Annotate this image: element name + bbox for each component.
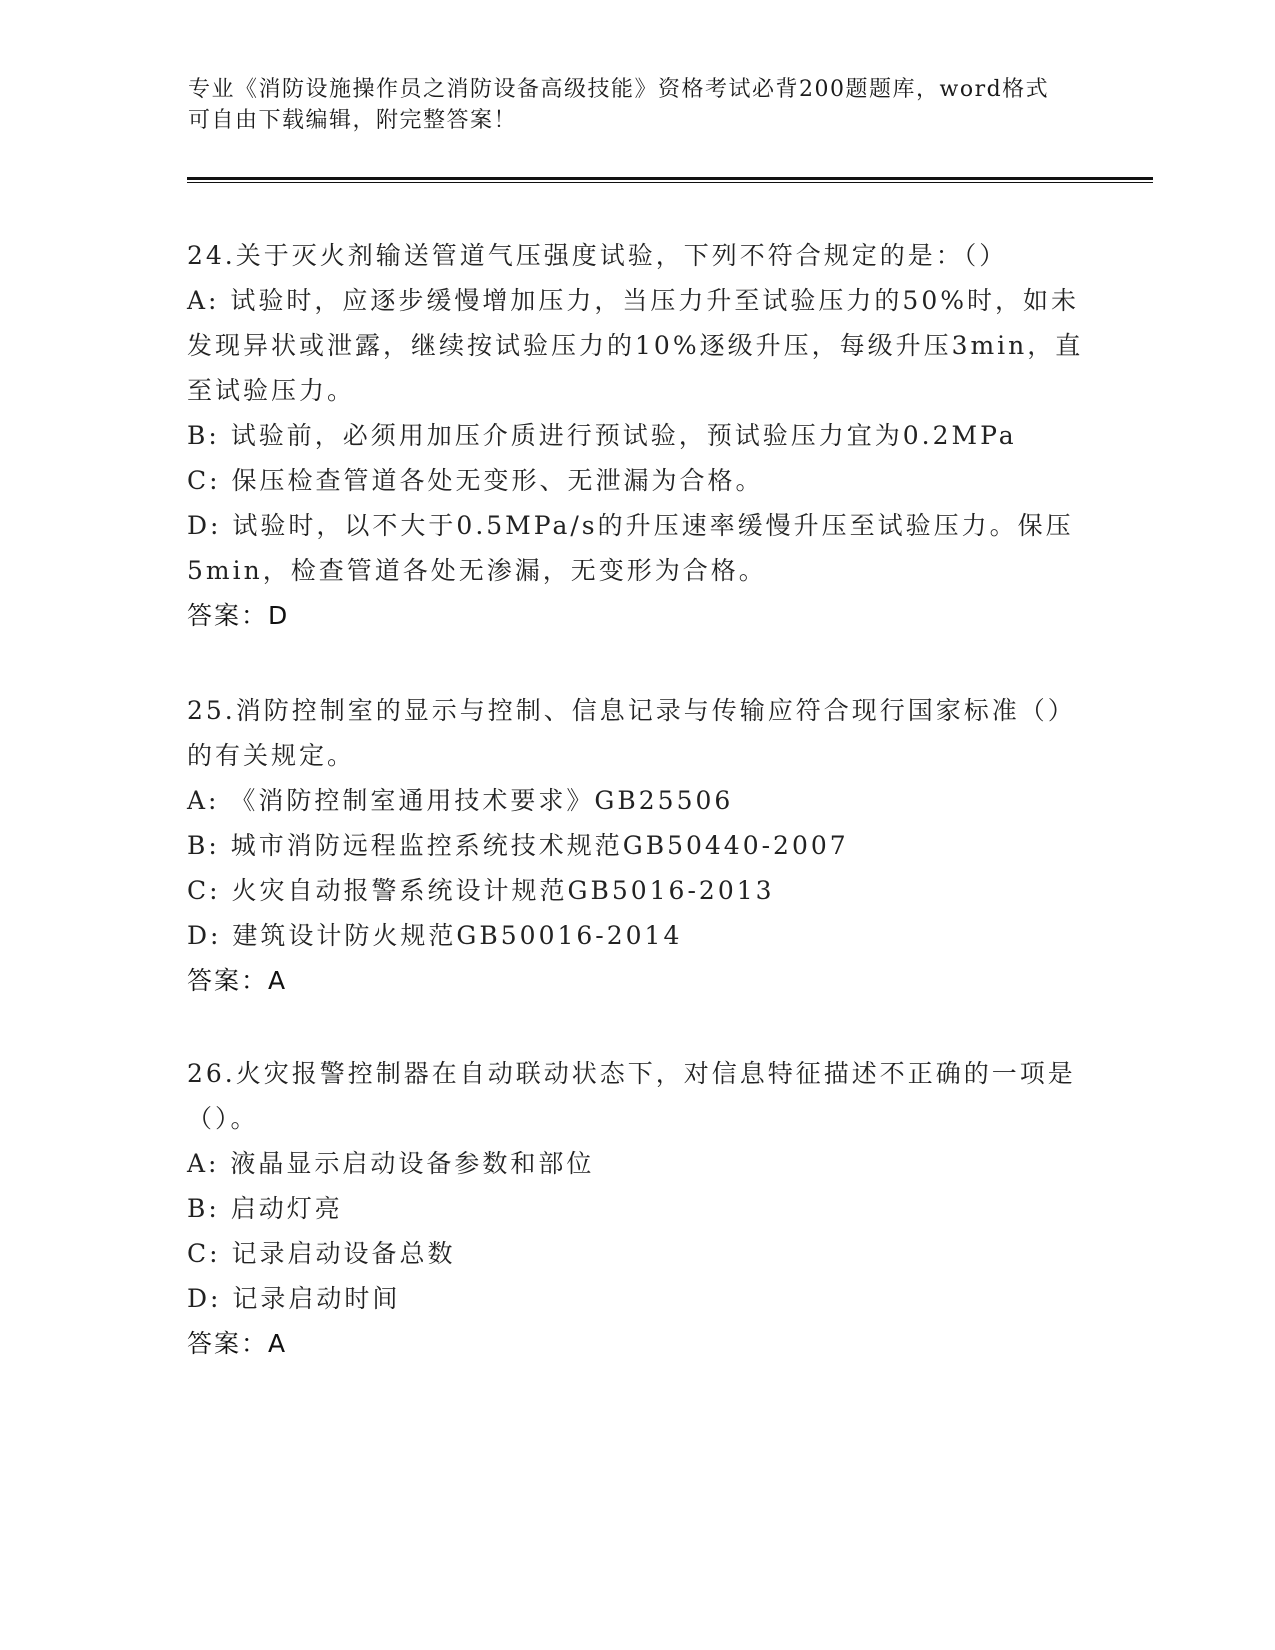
question-stem: 26.火灾报警控制器在自动联动状态下，对信息特征描述不正确的一项是（）。 xyxy=(187,1059,1076,1133)
answer-label: 答案：D xyxy=(187,601,290,630)
option-c: C: 记录启动设备总数 xyxy=(187,1239,456,1268)
option-d: D: 记录启动时间 xyxy=(187,1284,401,1313)
option-c: C: 保压检查管道各处无变形、无泄漏为合格。 xyxy=(187,466,764,495)
answer-label: 答案：A xyxy=(187,966,288,995)
question-stem: 24.关于灭火剂输送管道气压强度试验，下列不符合规定的是：（） xyxy=(187,241,1008,270)
option-b: B: 试验前，必须用加压介质进行预试验，预试验压力宜为0.2MPa xyxy=(187,421,1017,450)
question-24 xyxy=(187,233,1087,638)
option-a: A: 《消防控制室通用技术要求》GB25506 xyxy=(187,786,734,815)
question-26 xyxy=(187,1051,1087,1366)
question-stem: 25.消防控制室的显示与控制、信息记录与传输应符合现行国家标准（）的有关规定。 xyxy=(187,696,1076,770)
option-a: A: 液晶显示启动设备参数和部位 xyxy=(187,1149,595,1178)
document-header: 专业《消防设施操作员之消防设备高级技能》资格考试必背200题题库，word格式可自由下载编辑，附完整答案！ xyxy=(188,77,1050,133)
option-b: B: 城市消防远程监控系统技术规范GB50440-2007 xyxy=(187,831,849,860)
answer-label: 答案：A xyxy=(187,1329,288,1358)
option-d: D: 试验时，以不大于0.5MPa/s的升压速率缓慢升压至试验压力。保压5min，检查管道各处无渗漏，无变形为合格。 xyxy=(187,511,1074,585)
option-b: B: 启动灯亮 xyxy=(187,1194,343,1223)
option-d: D: 建筑设计防火规范GB50016-2014 xyxy=(187,921,683,950)
header-divider-thick xyxy=(187,177,1153,180)
option-a: A: 试验时，应逐步缓慢增加压力，当压力升至试验压力的50%时，如未发现异状或泄露，继续按试验压力的10%逐级升压，每级升压3min，直至试验压力。 xyxy=(187,286,1084,405)
header-divider-thin xyxy=(187,182,1153,183)
option-c: C: 火灾自动报警系统设计规范GB5016-2013 xyxy=(187,876,775,905)
question-25 xyxy=(187,688,1087,1003)
